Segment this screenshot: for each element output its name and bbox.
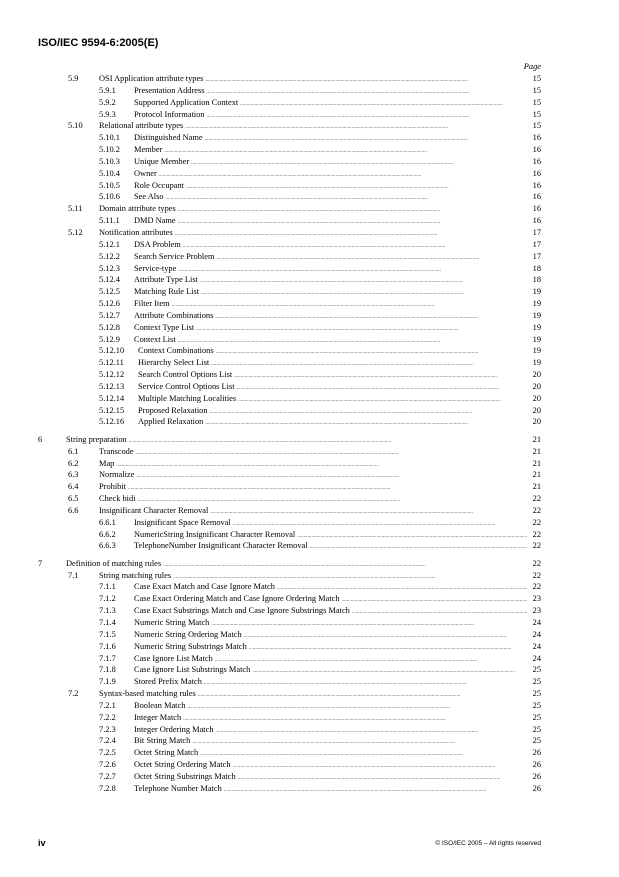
toc-entry[interactable] [38,593,541,605]
toc-entry[interactable] [38,251,541,263]
toc-entry-number: 5.12.5 [99,287,120,297]
toc-entry[interactable] [38,505,541,517]
toc-entry-title: Presentation Address [134,85,205,95]
toc-entry-number: 5.11.1 [99,216,120,226]
toc-entry[interactable] [38,274,541,286]
toc-entry[interactable] [38,676,541,688]
toc-entry-number: 6.6.1 [99,517,116,527]
toc-leader-dots [205,416,527,430]
toc-entry-title: Attribute Type List [134,275,198,285]
toc-entry-page: 26 [532,760,541,770]
toc-entry[interactable] [38,712,541,724]
toc-entry-title: OSI Application attribute types [99,74,204,83]
toc-entry-number: 7.1.1 [99,582,116,592]
toc-entry-page: 16 [532,180,541,190]
toc-entry-number: 7.1.3 [99,606,116,616]
toc-entry[interactable] [38,239,541,251]
toc-entry-title: Context Type List [134,322,195,332]
toc-entry-title: Telephone Number Match [134,783,222,793]
toc-entry-title: Definition of matching rules [66,558,162,568]
toc-entry-page: 25 [532,724,541,734]
toc-entry[interactable] [38,570,541,582]
toc-entry-page: 23 [532,594,541,604]
toc-entry[interactable] [38,771,541,783]
toc-entry-page: 20 [532,405,541,415]
toc-entry-page: 15 [532,85,541,95]
toc-entry-page: 21 [532,458,541,468]
toc-entry-page: 16 [532,216,541,226]
toc-entry-page: 19 [532,310,541,320]
toc-entry-number: 5.12.11 [99,358,124,368]
footer-copyright: © ISO/IEC 2005 – All rights reserved [435,840,541,847]
toc-entry[interactable] [38,109,541,121]
toc-entry-page: 24 [532,653,541,663]
toc-entry-page: 25 [532,665,541,675]
toc-entry-number: 5.12.7 [99,310,120,320]
toc-entry[interactable] [38,215,541,227]
toc-entry-number: 7.1.7 [99,653,116,663]
toc-entry-page: 21 [532,434,541,444]
toc-entry[interactable] [38,416,541,428]
toc-entry-number: 5.12.6 [99,299,120,309]
toc-entry-number: 7.2.2 [99,712,116,722]
toc-entry-title: DMD Name [134,216,176,226]
toc-entry-page: 18 [532,263,541,273]
toc-entry-number: 6.6 [68,505,79,515]
toc-entry-number: 5.9.3 [99,109,116,119]
toc-entry-page: 17 [532,239,541,249]
toc-entry-title: NumericString Insignificant Character Removal [134,529,296,539]
toc-entry-title: Integer Ordering Match [134,724,214,734]
toc-entry[interactable] [38,180,541,192]
footer-page-number: iv [38,838,46,848]
toc-entry-title: Normalize [99,470,135,480]
toc-entry-page: 22 [532,517,541,527]
toc-entry[interactable] [38,493,541,505]
toc-entry-title: Insignificant Character Removal [99,505,209,515]
toc-entry-page: 24 [532,617,541,627]
toc-entry-title: See Also [134,192,164,202]
table-of-contents [38,73,541,795]
toc-entry-page: 25 [532,736,541,746]
toc-entry[interactable] [38,540,541,552]
toc-entry[interactable] [38,369,541,381]
toc-entry-title: Case Ignore List Match [134,653,213,663]
toc-leader-dots [310,540,527,554]
toc-entry-number: 5.9 [68,74,79,83]
toc-entry-number: 6.5 [68,494,79,504]
toc-entry-title: String preparation [66,434,127,444]
toc-entry-number: 6.2 [68,458,79,468]
toc-entry-number: 5.12.16 [99,417,125,427]
toc-entry-title: Case Exact Match and Case Ignore Match [134,582,275,592]
toc-entry-title: Context Combinations [138,346,214,356]
toc-leader-dots [224,783,527,797]
toc-entry-page: 16 [532,204,541,214]
toc-entry-title: Bit String Match [134,736,191,746]
toc-entry[interactable] [38,310,541,322]
toc-entry[interactable] [38,191,541,203]
toc-entry-page: 19 [532,287,541,297]
toc-entry-title: Octet String Match [134,748,199,758]
toc-entry[interactable] [38,132,541,144]
toc-entry-number: 5.9.1 [99,85,116,95]
toc-entry[interactable] [38,144,541,156]
toc-entry-title: Prohibit [99,482,126,492]
toc-entry-title: Case Exact Substrings Match and Case Ignore Substrings Match [134,606,350,616]
toc-entry[interactable] [38,322,541,334]
toc-entry-title: Transcode [99,446,134,456]
toc-entry-number: 5.11 [68,204,83,214]
toc-entry[interactable] [38,641,541,653]
toc-entry-number: 6.6.2 [99,529,116,539]
toc-entry-page: 23 [532,606,541,616]
toc-entry[interactable] [38,120,541,132]
toc-entry-page: 22 [532,494,541,504]
toc-entry-page: 19 [532,346,541,356]
toc-entry[interactable] [38,357,541,369]
toc-entry[interactable] [38,529,541,541]
toc-entry-number: 5.12.4 [99,275,120,285]
toc-entry[interactable] [38,85,541,97]
toc-entry-title: Case Exact Ordering Match and Case Ignore Ordering Match [134,594,340,604]
toc-entry-title: Integer Match [134,712,182,722]
toc-entry-number: 5.10.5 [99,180,120,190]
toc-entry-number: 7.1.6 [99,641,116,651]
toc-entry-title: Relational attribute types [99,121,184,131]
toc-entry[interactable] [38,653,541,665]
toc-entry-number: 7.2.1 [99,700,116,710]
toc-entry-page: 22 [532,529,541,539]
toc-entry-title: Numeric String Match [134,617,210,627]
toc-entry-title: Octet String Ordering Match [134,760,231,770]
toc-entry-page: 20 [532,370,541,380]
toc-entry-number: 6 [38,434,43,444]
toc-entry[interactable] [38,263,541,275]
toc-entry[interactable] [38,345,541,357]
toc-entry-page: 15 [532,97,541,107]
toc-entry[interactable] [38,334,541,346]
toc-entry-page: 15 [532,109,541,119]
toc-entry[interactable] [38,558,541,570]
toc-entry-title: DSA Problem [134,239,181,249]
toc-entry-title: Hierarchy Select List [138,358,210,368]
toc-entry-title: Numeric String Ordering Match [134,629,242,639]
toc-entry-page: 16 [532,145,541,155]
toc-entry[interactable] [38,381,541,393]
toc-entry[interactable] [38,393,541,405]
toc-entry-number: 7.2.5 [99,748,116,758]
toc-entry-title: Role Occupant [134,180,185,190]
toc-entry-page: 25 [532,700,541,710]
toc-entry-page: 19 [532,334,541,344]
toc-entry-page: 16 [532,156,541,166]
toc-entry-title: Owner [134,168,157,178]
toc-entry-page: 20 [532,393,541,403]
toc-entry-page: 22 [532,570,541,580]
toc-entry-page: 26 [532,771,541,781]
toc-entry-number: 5.12.8 [99,322,120,332]
toc-entry-page: 24 [532,641,541,651]
toc-entry-title: Service Control Options List [138,381,235,391]
toc-entry-title: Domain attribute types [99,204,176,214]
toc-entry-number: 5.10.4 [99,168,120,178]
toc-entry-number: 5.12.12 [99,370,125,380]
toc-entry-page: 17 [532,251,541,261]
toc-entry-page: 26 [532,748,541,758]
toc-entry[interactable] [38,605,541,617]
toc-entry-number: 7.2.7 [99,771,116,781]
toc-entry-number: 5.12.1 [99,239,120,249]
toc-entry[interactable] [38,724,541,736]
toc-entry-number: 6.3 [68,470,79,480]
toc-entry-title: TelephoneNumber Insignificant Character Removal [134,541,308,551]
toc-entry-number: 5.12.9 [99,334,120,344]
toc-entry-number: 5.9.2 [99,97,116,107]
toc-entry[interactable] [38,581,541,593]
toc-entry[interactable] [38,469,541,481]
toc-entry-number: 6.6.3 [99,541,116,551]
toc-entry-title: Case Ignore List Substrings Match [134,665,251,675]
toc-entry-number: 5.12.13 [99,381,125,391]
toc-entry[interactable] [38,629,541,641]
toc-entry[interactable] [38,97,541,109]
toc-entry-title: Insignificant Space Removal [134,517,231,527]
toc-entry-number: 5.12.10 [99,346,125,356]
toc-entry-page: 25 [532,712,541,722]
toc-entry-title: Octet String Substrings Match [134,771,236,781]
toc-entry-number: 7.1.2 [99,594,116,604]
toc-entry-page: 15 [532,74,541,83]
toc-entry[interactable] [38,73,541,85]
toc-entry-title: Attribute Combinations [134,310,214,320]
toc-entry-number: 5.10.2 [99,145,120,155]
toc-entry[interactable] [38,203,541,215]
toc-entry-title: Supported Application Context [134,97,239,107]
toc-entry-page: 17 [532,227,541,237]
toc-entry-page: 19 [532,299,541,309]
toc-entry[interactable] [38,517,541,529]
toc-entry-page: 22 [532,558,541,568]
toc-entry-number: 7.1.8 [99,665,116,675]
toc-entry-title: Proposed Relaxation [138,405,208,415]
toc-entry[interactable] [38,434,541,446]
page-column-label: Page [523,62,541,71]
toc-entry-page: 16 [532,168,541,178]
toc-entry[interactable] [38,735,541,747]
toc-entry[interactable] [38,688,541,700]
toc-entry-title: Unique Member [134,156,190,166]
toc-entry[interactable] [38,405,541,417]
toc-entry-title: Syntax-based matching rules [99,689,196,699]
toc-entry-page: 22 [532,541,541,551]
toc-entry-number: 7.1.9 [99,677,116,687]
toc-entry-title: Service-type [134,263,177,273]
toc-entry-title: Check bidi [99,494,136,504]
toc-entry-title: Distinguished Name [134,133,203,143]
document-header: ISO/IEC 9594-6:2005(E) [38,37,159,49]
toc-entry-title: Context List [134,334,176,344]
toc-entry-number: 7.1 [68,570,79,580]
toc-entry-number: 5.10 [68,121,83,131]
toc-entry-page: 21 [532,470,541,480]
toc-entry[interactable] [38,298,541,310]
toc-entry-number: 5.12.3 [99,263,120,273]
toc-entry-number: 7 [38,558,43,568]
toc-entry-title: Protocol Information [134,109,205,119]
toc-entry-page: 20 [532,417,541,427]
toc-entry-title: Applied Relaxation [138,417,204,427]
toc-entry-page: 19 [532,322,541,332]
toc-entry[interactable] [38,617,541,629]
toc-entry-number: 7.2.6 [99,760,116,770]
toc-entry-title: Numeric String Substrings Match [134,641,247,651]
toc-entry-page: 16 [532,192,541,202]
toc-entry-page: 25 [532,689,541,699]
toc-entry-number: 5.12.2 [99,251,120,261]
toc-entry-number: 7.2.3 [99,724,116,734]
toc-entry[interactable] [38,286,541,298]
toc-entry-title: Boolean Match [134,700,186,710]
toc-entry-page: 20 [532,381,541,391]
toc-entry-page: 16 [532,133,541,143]
toc-entry[interactable] [38,700,541,712]
toc-entry-number: 7.2 [68,689,79,699]
toc-entry-title: Notification attributes [99,227,173,237]
toc-entry-number: 5.12.15 [99,405,125,415]
toc-entry-page: 26 [532,783,541,793]
toc-entry-number: 7.2.8 [99,783,116,793]
toc-entry-number: 5.10.1 [99,133,120,143]
toc-entry[interactable] [38,481,541,493]
toc-entry-page: 25 [532,677,541,687]
toc-entry[interactable] [38,227,541,239]
toc-entry-page: 19 [532,358,541,368]
toc-entry-number: 6.1 [68,446,79,456]
toc-entry[interactable] [38,458,541,470]
toc-entry[interactable] [38,759,541,771]
toc-entry[interactable] [38,168,541,180]
toc-entry-title: Search Control Options List [138,370,233,380]
toc-entry[interactable] [38,664,541,676]
toc-entry-title: Multiple Matching Localities [138,393,237,403]
toc-entry-page: 22 [532,582,541,592]
toc-entry-title: Matching Rule List [134,287,200,297]
toc-entry-number: 5.10.6 [99,192,120,202]
toc-entry-page: 15 [532,121,541,131]
toc-entry-title: Stored Prefix Match [134,677,202,687]
toc-entry-number: 7.1.5 [99,629,116,639]
toc-entry[interactable] [38,783,541,795]
toc-entry-page: 24 [532,629,541,639]
toc-entry-title: Member [134,145,163,155]
toc-entry-title: Map [99,458,115,468]
toc-entry-number: 6.4 [68,482,79,492]
toc-entry-number: 5.12.14 [99,393,125,403]
toc-entry-page: 18 [532,275,541,285]
toc-entry-page: 21 [532,482,541,492]
toc-entry-page: 22 [532,505,541,515]
toc-entry-number: 7.2.4 [99,736,116,746]
toc-entry-title: Filter Item [134,299,170,309]
toc-entry-number: 5.12 [68,227,83,237]
toc-entry-number: 5.10.3 [99,156,120,166]
toc-entry-title: Search Service Problem [134,251,215,261]
toc-entry[interactable] [38,747,541,759]
toc-entry[interactable] [38,156,541,168]
toc-entry-number: 7.1.4 [99,617,116,627]
toc-entry-title: String matching rules [99,570,172,580]
toc-entry-page: 21 [532,446,541,456]
toc-entry[interactable] [38,446,541,458]
